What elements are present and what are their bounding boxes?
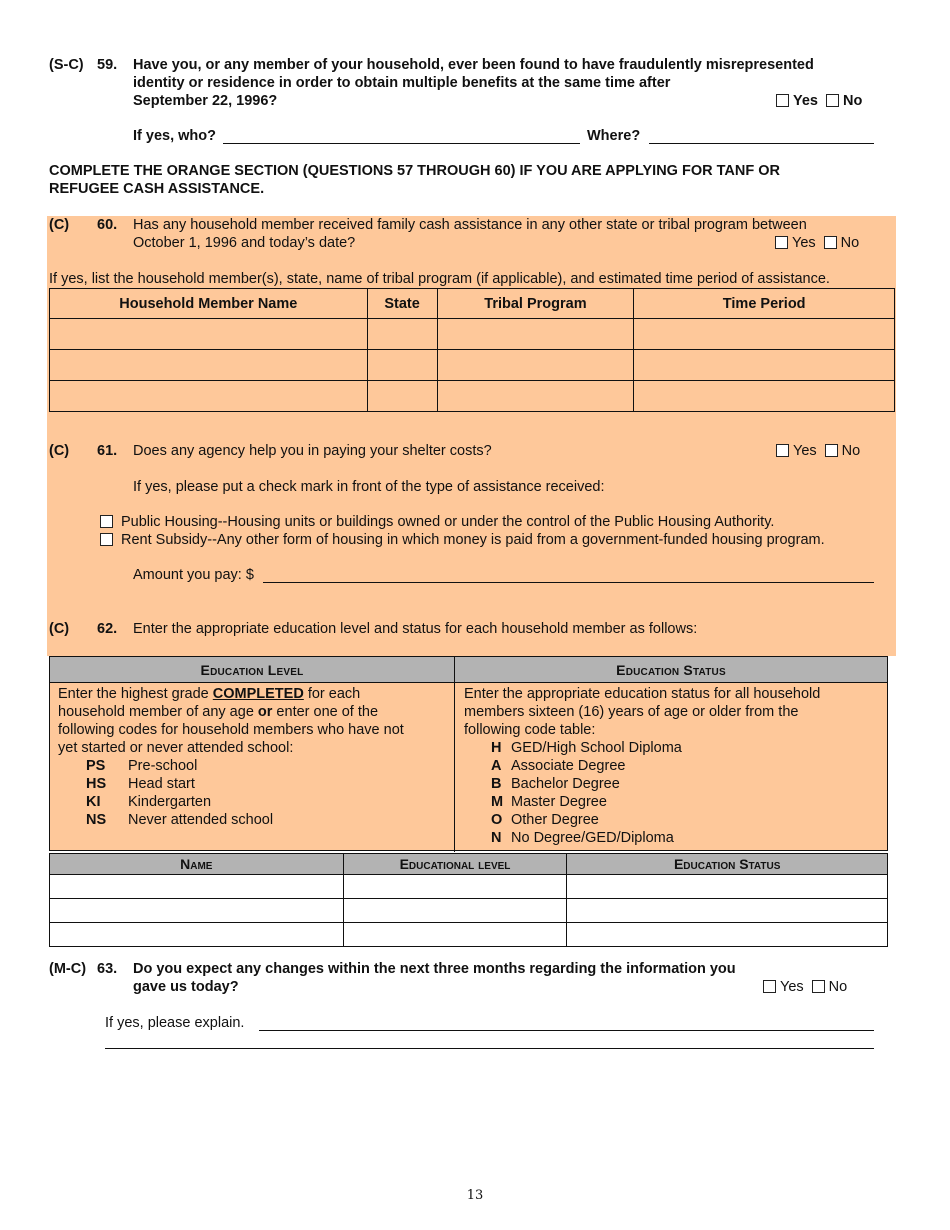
table-header-education-status — [567, 854, 888, 875]
public-housing-checkbox[interactable] — [100, 515, 113, 528]
education-level-description — [58, 685, 404, 829]
table-cell[interactable] — [437, 350, 634, 381]
education-status-header — [455, 657, 887, 683]
q59-where-label: Where? — [587, 128, 641, 144]
q63-yes-no — [763, 979, 847, 995]
status-code-label: Bachelor Degree — [511, 776, 620, 792]
status-code: N — [491, 830, 502, 846]
q59-who-field[interactable] — [223, 143, 580, 144]
q61-amount-field[interactable] — [263, 582, 874, 583]
table-cell[interactable] — [367, 319, 437, 350]
q59-yes-checkbox[interactable] — [776, 94, 789, 107]
table-cell[interactable] — [437, 381, 634, 412]
level-text-or: or — [257, 704, 273, 720]
q62-tag: (C) — [49, 621, 70, 637]
status-code-row — [464, 739, 820, 757]
orange-instruction-line2: REFUGEE CASH ASSISTANCE. — [49, 181, 265, 197]
q60-assistance-table — [49, 288, 895, 412]
level-code: HS — [86, 776, 107, 792]
table-cell[interactable] — [437, 319, 634, 350]
level-text-completed: COMPLETED — [212, 686, 304, 702]
q60-number: 60. — [97, 217, 118, 233]
status-text-1: Enter the appropriate education status for all household — [464, 686, 821, 702]
level-code: KI — [86, 794, 101, 810]
q59-line3: September 22, 1996? — [133, 93, 278, 109]
education-status-header-text: Education Status — [616, 662, 726, 678]
q63-yes-checkbox[interactable] — [763, 980, 776, 993]
q60-line2: October 1, 1996 and today’s date? — [133, 235, 356, 251]
level-code-label: Kindergarten — [128, 794, 212, 810]
header-text: Education Status — [673, 856, 781, 872]
status-code-label: Master Degree — [511, 794, 607, 810]
status-code-label: Other Degree — [511, 812, 599, 828]
table-cell[interactable] — [634, 319, 895, 350]
table-cell[interactable] — [567, 923, 888, 947]
level-text-c: household member of any age — [58, 704, 258, 720]
education-status-description — [464, 685, 820, 847]
header-text: Educational level — [399, 856, 511, 872]
q60-tag: (C) — [49, 217, 70, 233]
table-cell[interactable] — [50, 381, 368, 412]
rent-subsidy-checkbox[interactable] — [100, 533, 113, 546]
status-code: B — [491, 776, 502, 792]
table-cell[interactable] — [634, 350, 895, 381]
table-cell[interactable] — [50, 875, 344, 899]
table-cell[interactable] — [343, 875, 567, 899]
table-row — [50, 319, 895, 350]
level-code-row — [58, 775, 404, 793]
status-code-row — [464, 757, 820, 775]
q60-yes-label: Yes — [792, 235, 816, 251]
q60-no-label: No — [840, 235, 860, 251]
table-row — [50, 350, 895, 381]
q59-line1: Have you, or any member of your household, ever been found to have fraudulently misrepresented — [133, 57, 814, 73]
q63-no-checkbox[interactable] — [812, 980, 825, 993]
status-code-row — [464, 793, 820, 811]
table-cell[interactable] — [343, 899, 567, 923]
table-cell[interactable] — [50, 350, 368, 381]
public-housing-label: Public Housing--Housing units or buildings owned or under the control of the Public Housing Authority. — [121, 514, 775, 530]
q59-yes-no — [776, 93, 862, 109]
table-cell[interactable] — [367, 350, 437, 381]
q63-tag: (M-C) — [49, 961, 87, 977]
status-code: M — [491, 794, 504, 810]
q59-no-checkbox[interactable] — [826, 94, 839, 107]
level-code-label: Head start — [128, 776, 195, 792]
education-level-header-text: Education Level — [200, 662, 304, 678]
q60-no-checkbox[interactable] — [824, 236, 837, 249]
q61-yes-checkbox[interactable] — [776, 444, 789, 457]
q60-line1: Has any household member received family cash assistance in any other state or tribal program between — [133, 217, 807, 233]
education-codes-box — [49, 656, 888, 851]
q63-explain-field-line2[interactable] — [105, 1048, 874, 1049]
q59-where-field[interactable] — [649, 143, 874, 144]
table-cell[interactable] — [567, 875, 888, 899]
q63-no-label: No — [828, 979, 848, 995]
q63-explain-field-line1[interactable] — [259, 1030, 874, 1031]
status-code-label: GED/High School Diploma — [511, 740, 682, 756]
table-header-tribal-program: Tribal Program — [437, 289, 634, 319]
table-cell[interactable] — [367, 381, 437, 412]
level-code-row — [58, 757, 404, 775]
table-header-time-period: Time Period — [634, 289, 895, 319]
level-code: NS — [86, 812, 107, 828]
status-text-3: following code table: — [464, 722, 596, 738]
level-text-f: yet started or never attended school: — [58, 740, 294, 756]
table-row — [50, 381, 895, 412]
level-text-b: for each — [303, 686, 361, 702]
table-header-name — [50, 854, 344, 875]
q63-explain-label: If yes, please explain. — [105, 1015, 245, 1031]
level-code: PS — [86, 758, 106, 774]
status-code: H — [491, 740, 502, 756]
table-header-member-name: Household Member Name — [50, 289, 368, 319]
education-divider — [454, 683, 455, 852]
orange-instruction-line1: COMPLETE THE ORANGE SECTION (QUESTIONS 57 THROUGH 60) IF YOU ARE APPLYING FOR TANF OR — [49, 163, 780, 179]
q61-sub-instruction: If yes, please put a check mark in front of the type of assistance received: — [133, 479, 605, 495]
table-header-state: State — [367, 289, 437, 319]
level-code-row — [58, 793, 404, 811]
level-code-row — [58, 811, 404, 829]
q62-number: 62. — [97, 621, 118, 637]
status-code-label: No Degree/GED/Diploma — [511, 830, 674, 846]
q59-number: 59. — [97, 57, 118, 73]
q60-yes-no — [775, 235, 859, 251]
level-code-label: Never attended school — [128, 812, 274, 828]
table-row — [50, 875, 888, 899]
table-cell[interactable] — [343, 923, 567, 947]
status-code-row — [464, 775, 820, 793]
status-code-row — [464, 829, 820, 847]
table-cell[interactable] — [50, 923, 344, 947]
table-cell[interactable] — [50, 319, 368, 350]
q59-no-label: No — [843, 93, 863, 109]
q63-line1: Do you expect any changes within the next three months regarding the information you — [133, 961, 736, 977]
status-code: A — [491, 758, 502, 774]
table-row — [50, 899, 888, 923]
q63-line2: gave us today? — [133, 979, 239, 995]
q61-option-rent-subsidy — [100, 532, 825, 548]
level-text-a: Enter the highest grade — [58, 686, 213, 702]
q61-number: 61. — [97, 443, 118, 459]
q61-tag: (C) — [49, 443, 70, 459]
q61-amount-label: Amount you pay: $ — [133, 567, 254, 583]
q63-number: 63. — [97, 961, 118, 977]
level-code-label: Pre-school — [128, 758, 198, 774]
q59-line2: identity or residence in order to obtain multiple benefits at the same time after — [133, 75, 671, 91]
q59-yes-label: Yes — [793, 93, 818, 109]
q61-question: Does any agency help you in paying your shelter costs? — [133, 443, 492, 459]
table-row — [50, 923, 888, 947]
q61-no-label: No — [841, 443, 861, 459]
q61-yes-label: Yes — [793, 443, 817, 459]
q61-no-checkbox[interactable] — [825, 444, 838, 457]
status-code-row — [464, 811, 820, 829]
rent-subsidy-label: Rent Subsidy--Any other form of housing in which money is paid from a government-funded housing program. — [121, 532, 825, 548]
q61-option-public-housing — [100, 514, 774, 530]
q62-question: Enter the appropriate education level and status for each household member as follows: — [133, 621, 698, 637]
status-text-2: members sixteen (16) years of age or older from the — [464, 704, 799, 720]
level-text-d: enter one of the — [272, 704, 379, 720]
education-table — [49, 853, 888, 947]
table-cell[interactable] — [634, 381, 895, 412]
header-text: Name — [180, 856, 213, 872]
q63-yes-label: Yes — [780, 979, 804, 995]
page-number: 13 — [466, 1188, 484, 1203]
q60-list-instruction: If yes, list the household member(s), state, name of tribal program (if applicable), and estimated time period of assistance. — [49, 271, 830, 287]
q61-yes-no — [776, 443, 860, 459]
table-cell[interactable] — [50, 899, 344, 923]
level-text-e: following codes for household members who have not — [58, 722, 404, 738]
q59-who-label: If yes, who? — [133, 128, 216, 144]
q59-tag: (S-C) — [49, 57, 84, 73]
education-level-header — [50, 657, 455, 683]
table-header-educational-level — [343, 854, 567, 875]
status-code: O — [491, 812, 503, 828]
q60-yes-checkbox[interactable] — [775, 236, 788, 249]
status-code-label: Associate Degree — [511, 758, 626, 774]
table-cell[interactable] — [567, 899, 888, 923]
